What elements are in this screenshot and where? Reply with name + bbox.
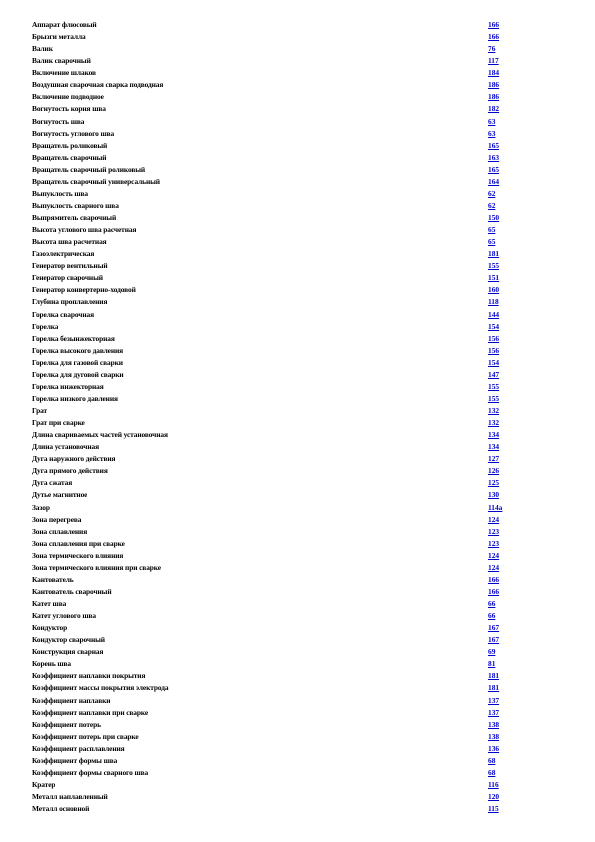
index-entry [32, 489, 532, 501]
index-term: Горелка [32, 321, 59, 331]
index-entry [32, 369, 532, 381]
index-entry [32, 429, 532, 441]
index-entry [32, 514, 532, 526]
index-page-link[interactable]: 137 [488, 707, 500, 717]
index-page-link[interactable]: 181 [488, 671, 500, 681]
index-entry [32, 658, 532, 670]
index-page-link[interactable]: 167 [488, 623, 500, 633]
index-term: Выпуклость шва [32, 188, 88, 198]
index-entry [32, 707, 532, 719]
index-entry [32, 610, 532, 622]
index-page-link[interactable]: 124 [488, 550, 500, 560]
index-term: Вогнутость шва [32, 116, 85, 126]
index-term: Включение подводное [32, 92, 104, 102]
index-page-link[interactable]: 63 [488, 128, 496, 138]
index-term: Валик сварочный [32, 56, 91, 66]
index-page-link[interactable]: 164 [488, 176, 500, 186]
index-page-link[interactable]: 65 [488, 237, 496, 247]
index-term: Горелка сварочная [32, 309, 94, 319]
index-term: Зона перегрева [32, 514, 82, 524]
index-term: Коэффициент потерь при сварке [32, 731, 139, 741]
index-entry [32, 695, 532, 707]
index-term: Вращатель роликовый [32, 140, 108, 150]
index-entry [32, 743, 532, 755]
index-entry [32, 574, 532, 586]
index-entry [32, 79, 532, 91]
index-term: Горелка для дуговой сварки [32, 369, 124, 379]
index-term: Выпуклость сварного шва [32, 200, 119, 210]
index-entry [32, 357, 532, 369]
alphabetical-index [32, 19, 532, 815]
index-entry [32, 188, 532, 200]
index-page-link[interactable]: 156 [488, 333, 500, 343]
index-page-link[interactable]: 115 [488, 804, 499, 814]
index-term: Горелка безынжекторная [32, 333, 115, 343]
index-page-link[interactable]: 66 [488, 611, 496, 621]
index-entry [32, 164, 532, 176]
index-page-link[interactable]: 150 [488, 213, 500, 222]
index-entry [32, 333, 532, 345]
index-entry [32, 31, 532, 43]
index-entry [32, 803, 532, 815]
index-page-link[interactable]: 116 [488, 779, 499, 789]
index-term: Коэффициент расплавления [32, 743, 125, 753]
index-page-link[interactable]: 132 [488, 406, 500, 415]
index-page-link[interactable]: 123 [488, 526, 500, 536]
index-term: Коэффициент наплавки покрытия [32, 671, 146, 681]
index-page-link[interactable]: 163 [488, 152, 500, 162]
index-entry [32, 586, 532, 598]
index-entry [32, 538, 532, 550]
index-term: Аппарат флюсовый [32, 20, 97, 29]
index-page-link[interactable]: 155 [488, 393, 500, 403]
index-page-link[interactable]: 66 [488, 599, 496, 608]
index-entry [32, 128, 532, 140]
index-term: Выпрямитель сварочный [32, 213, 117, 222]
index-entry [32, 43, 532, 55]
index-page-link[interactable]: 76 [488, 44, 496, 54]
index-page-link[interactable]: 181 [488, 249, 500, 259]
index-term: Высота шва расчетная [32, 237, 107, 247]
index-page-link[interactable]: 138 [488, 731, 500, 741]
index-term: Корень шва [32, 659, 72, 669]
index-entry [32, 670, 532, 682]
index-page-link[interactable]: 181 [488, 683, 500, 693]
index-page-link[interactable]: 154 [488, 357, 500, 367]
index-term: Валик [32, 44, 53, 54]
index-term: Включение шлаков [32, 68, 96, 78]
index-entry [32, 284, 532, 296]
index-term: Зона термического влияния при сварке [32, 562, 161, 572]
index-term: Горелка высокого давления [32, 345, 124, 355]
index-entry [32, 248, 532, 260]
index-entry [32, 345, 532, 357]
index-page-link[interactable]: 126 [488, 466, 500, 476]
index-entry [32, 779, 532, 791]
index-term: Металл наплавленный [32, 792, 108, 801]
index-entry [32, 441, 532, 453]
index-page-link[interactable]: 132 [488, 418, 500, 428]
index-page-link[interactable]: 186 [488, 92, 500, 102]
index-term: Кондуктор сварочный [32, 635, 105, 645]
index-entry [32, 755, 532, 767]
index-entry [32, 719, 532, 731]
index-entry [32, 562, 532, 574]
index-page-link[interactable]: 155 [488, 261, 500, 271]
index-term: Коэффициент формы шва [32, 755, 118, 765]
index-term: Горелка для газовой сварки [32, 357, 123, 367]
index-term: Коэффициент наплавки [32, 695, 111, 705]
index-entry [32, 477, 532, 489]
index-entry [32, 598, 532, 610]
index-entry [32, 67, 532, 79]
index-term: Вогнутость углового шва [32, 128, 115, 138]
index-term: Зазор [32, 502, 50, 512]
index-term: Коэффициент массы покрытия электрода [32, 683, 169, 693]
index-page-link[interactable]: 62 [488, 200, 496, 210]
index-term: Коэффициент наплавки при сварке [32, 707, 149, 717]
index-page-link[interactable]: 166 [488, 574, 500, 584]
index-page-link[interactable]: 167 [488, 635, 500, 645]
index-term: Кантователь [32, 574, 74, 584]
index-page-link[interactable]: 118 [488, 297, 499, 307]
index-term: Конструкция сварная [32, 647, 104, 657]
index-entry [32, 140, 532, 152]
index-term: Горелка низкого давления [32, 393, 118, 403]
index-entry [32, 309, 532, 321]
index-entry [32, 791, 532, 803]
index-page-link[interactable]: 127 [488, 454, 500, 464]
index-entry [32, 622, 532, 634]
index-page-link[interactable]: 134 [488, 430, 500, 440]
index-term: Кратер [32, 779, 56, 789]
index-page-link[interactable]: 114а [488, 502, 503, 512]
index-term: Горелка инжекторная [32, 381, 104, 391]
index-entry [32, 682, 532, 694]
index-page-link[interactable]: 137 [488, 695, 500, 705]
index-page-link[interactable]: 65 [488, 225, 496, 235]
index-term: Брызги металла [32, 32, 86, 42]
index-page-link[interactable]: 117 [488, 56, 499, 66]
index-entry [32, 224, 532, 236]
index-term: Дуга наружного действия [32, 454, 116, 464]
index-term: Дуга сжатая [32, 478, 73, 488]
index-entry [32, 634, 532, 646]
index-entry [32, 296, 532, 308]
index-term: Дуга прямого действия [32, 466, 108, 476]
index-term: Вогнутость корня шва [32, 104, 106, 114]
index-page-link[interactable]: 125 [488, 478, 500, 488]
index-entry [32, 272, 532, 284]
index-entry [32, 152, 532, 164]
index-term: Зона термического влияния [32, 550, 124, 560]
index-entry [32, 550, 532, 562]
index-page-link[interactable]: 165 [488, 140, 500, 150]
index-page-link[interactable]: 138 [488, 719, 500, 729]
index-term: Грат при сварке [32, 418, 85, 428]
index-entry [32, 212, 532, 224]
index-page-link[interactable]: 166 [488, 20, 500, 29]
index-page-link[interactable]: 68 [488, 755, 496, 765]
index-page-link[interactable]: 69 [488, 647, 496, 657]
index-page-link[interactable]: 123 [488, 538, 500, 548]
index-entry [32, 321, 532, 333]
index-entry [32, 502, 532, 514]
index-page-link[interactable]: 62 [488, 188, 496, 198]
index-entry [32, 19, 532, 31]
index-page-link[interactable]: 186 [488, 80, 500, 90]
index-entry [32, 103, 532, 115]
index-entry [32, 405, 532, 417]
index-page-link[interactable]: 130 [488, 490, 500, 500]
index-page-link[interactable]: 81 [488, 659, 496, 669]
index-page-link[interactable]: 124 [488, 562, 500, 572]
index-page-link[interactable]: 134 [488, 442, 500, 452]
index-page-link[interactable]: 151 [488, 273, 500, 283]
index-page-link[interactable]: 160 [488, 285, 500, 295]
index-page-link[interactable]: 165 [488, 164, 500, 174]
index-term: Длина установочная [32, 442, 99, 452]
index-entry [32, 417, 532, 429]
index-page-link[interactable]: 184 [488, 68, 500, 78]
index-term: Кантователь сварочный [32, 586, 112, 596]
index-page-link[interactable]: 155 [488, 381, 500, 391]
index-page-link[interactable]: 166 [488, 586, 500, 596]
index-entry [32, 731, 532, 743]
index-entry [32, 91, 532, 103]
index-entry [32, 200, 532, 212]
index-entry [32, 646, 532, 658]
index-page-link[interactable]: 144 [488, 309, 500, 319]
index-term: Коэффициент потерь [32, 719, 101, 729]
index-entry [32, 393, 532, 405]
index-term: Кондуктор [32, 623, 68, 633]
index-term: Газоэлектрическая [32, 249, 95, 259]
index-term: Дутье магнитное [32, 490, 88, 500]
index-term: Коэффициент формы сварного шва [32, 767, 149, 777]
index-term: Зона сплавления [32, 526, 88, 536]
index-entry [32, 176, 532, 188]
index-page-link[interactable]: 120 [488, 792, 500, 801]
index-page-link[interactable]: 182 [488, 104, 500, 114]
index-term: Генератор сварочный [32, 273, 103, 283]
index-entry [32, 453, 532, 465]
index-term: Катет шва [32, 599, 67, 608]
index-term: Воздушная сварочная сварка подводная [32, 80, 164, 90]
index-entry [32, 116, 532, 128]
index-page-link[interactable]: 136 [488, 743, 500, 753]
index-term: Вращатель сварочный роликовый [32, 164, 146, 174]
index-page-link[interactable]: 63 [488, 116, 496, 126]
index-term: Высота углового шва расчетная [32, 225, 137, 235]
index-page-link[interactable]: 124 [488, 514, 500, 524]
index-entry [32, 465, 532, 477]
index-entry [32, 526, 532, 538]
index-page-link[interactable]: 156 [488, 345, 500, 355]
index-entry [32, 55, 532, 67]
index-term: Длина свариваемых частей установочная [32, 430, 168, 440]
index-page-link[interactable]: 166 [488, 32, 500, 42]
index-term: Вращатель сварочный [32, 152, 107, 162]
index-term: Генератор вентильный [32, 261, 108, 271]
index-term: Грат [32, 406, 48, 415]
index-page-link[interactable]: 147 [488, 369, 500, 379]
index-entry [32, 381, 532, 393]
index-page-link[interactable]: 68 [488, 767, 496, 777]
index-term: Вращатель сварочный универсальный [32, 176, 160, 186]
index-term: Генератор конвертерно-ходовой [32, 285, 136, 295]
index-term: Металл основной [32, 804, 90, 814]
index-entry [32, 767, 532, 779]
index-term: Катет углового шва [32, 611, 96, 621]
index-term: Глубина проплавления [32, 297, 108, 307]
index-entry [32, 236, 532, 248]
index-page-link[interactable]: 154 [488, 321, 500, 331]
index-term: Зона сплавления при сварке [32, 538, 125, 548]
index-entry [32, 260, 532, 272]
